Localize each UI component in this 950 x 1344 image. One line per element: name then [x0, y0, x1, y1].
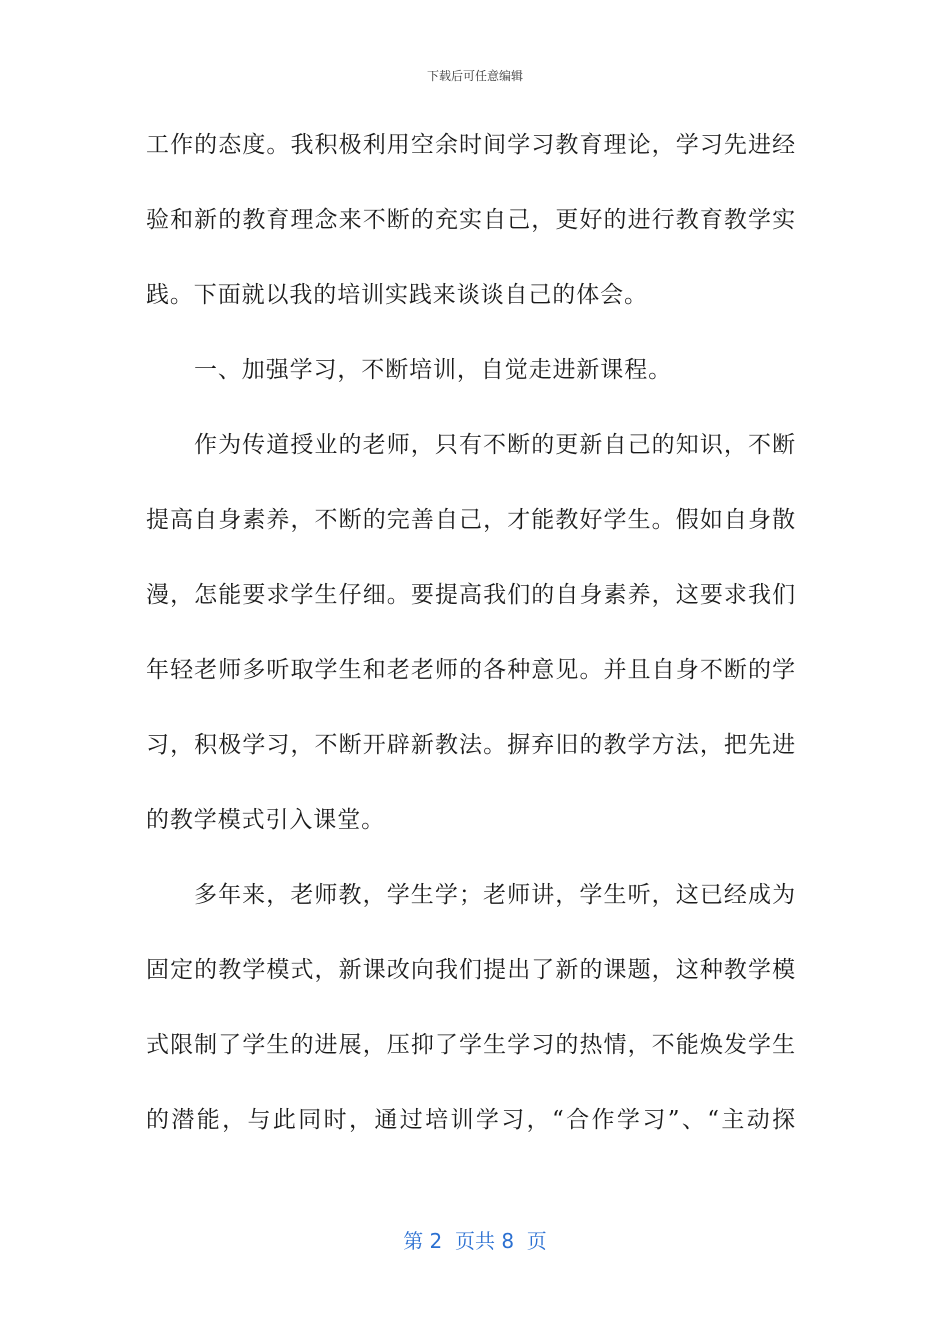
text-line: 漫，怎能要求学生仔细。要提高我们的自身素养，这要求我们	[146, 582, 796, 608]
text-line: 工作的态度。我积极利用空余时间学习教育理论，学习先进经	[146, 132, 796, 158]
section-heading: 一、加强学习，不断培训，自觉走进新课程。	[194, 357, 672, 383]
text-line: 的潜能，与此同时，通过培训学习，“合作学习”、“主动探	[146, 1107, 796, 1133]
text-line: 验和新的教育理念来不断的充实自己，更好的进行教育教学实	[146, 207, 796, 233]
page-number: 第 2 页共 8 页	[403, 1229, 547, 1253]
page-footer	[0, 1225, 950, 1254]
document-body	[146, 108, 796, 1158]
text-line: 式限制了学生的进展，压抑了学生学习的热情，不能焕发学生	[146, 1032, 796, 1058]
header-note: 下载后可任意编辑	[426, 69, 523, 83]
text-line: 习，积极学习，不断开辟新教法。摒弃旧的教学方法，把先进	[146, 732, 796, 758]
text-line: 践。下面就以我的培训实践来谈谈自己的体会。	[146, 282, 648, 308]
text-line: 多年来，老师教，学生学；老师讲，学生听，这已经成为	[194, 882, 796, 908]
text-line: 固定的教学模式，新课改向我们提出了新的课题，这种教学模	[146, 957, 796, 983]
text-line: 提高自身素养，不断的完善自己，才能教好学生。假如自身散	[146, 507, 796, 533]
text-line: 的教学模式引入课堂。	[146, 807, 385, 833]
text-line: 年轻老师多听取学生和老老师的各种意见。并且自身不断的学	[146, 657, 796, 683]
text-line: 作为传道授业的老师，只有不断的更新自己的知识，不断	[194, 432, 796, 458]
